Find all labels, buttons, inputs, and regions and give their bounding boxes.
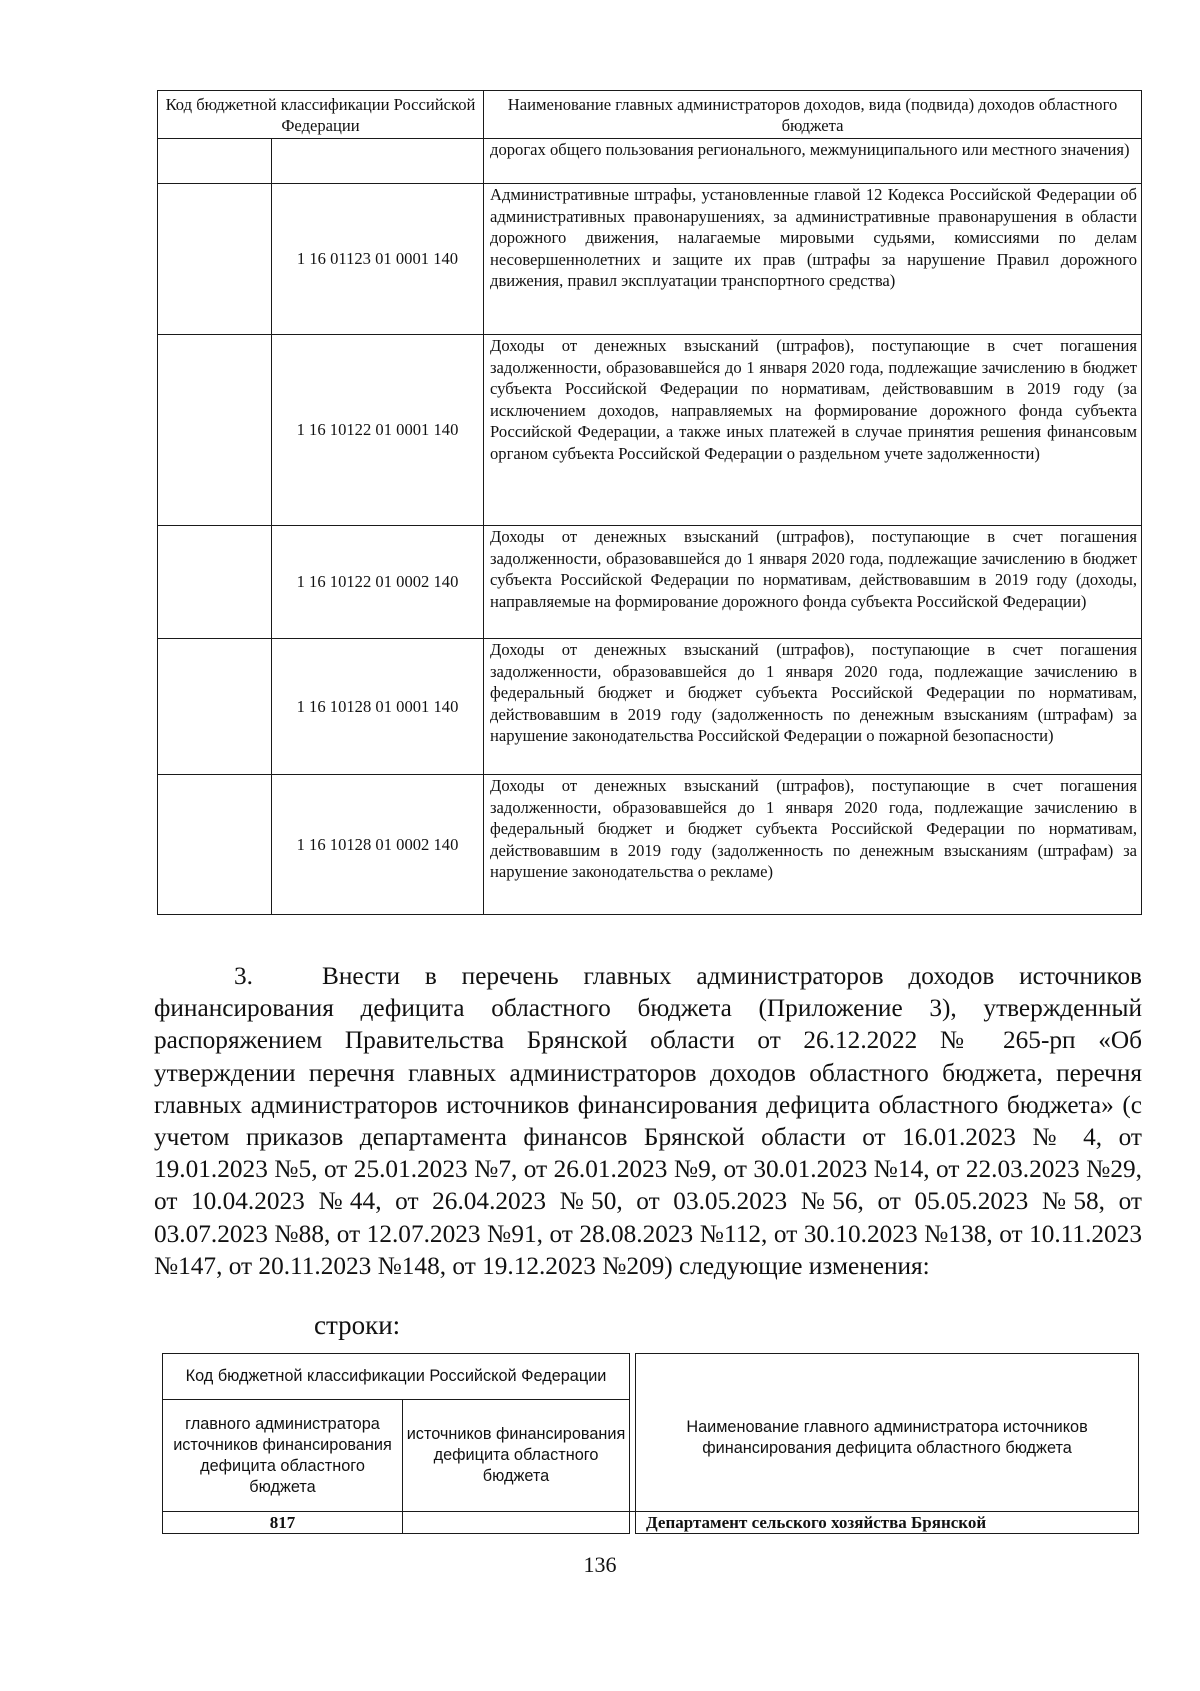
table-row: [163, 1512, 1139, 1534]
code-cell: 1 16 10128 01 0001 140: [272, 639, 484, 775]
paragraph-number: 3.: [234, 962, 253, 990]
description-cell: дорогах общего пользования регионального, межмуниципального или местного значения): [484, 139, 1142, 184]
table-header-row: [163, 1354, 1139, 1400]
sources-administrators-table: [162, 1353, 1139, 1534]
paragraph-text: Внести в перечень главных администраторов доходов источников финансирования дефицита областного бюджета (Приложение 3), утвержденный распоряжением Правительства Брянской области от 26.12.2022 № 265-рп «Об утверждении перечня главных администраторов доходов областного бюджета, перечня главных администраторов источников финансирования дефицита областного бюджета» (с учетом приказов департамента финансов Брянской области от 16.01.2023 № 4, от 19.01.2023 №5, от 25.01.2023 №7, от 26.01.2023 №9, от 30.01.2023 №14, от 22.03.2023 №29, от 10.04.2023 №44, от 26.04.2023 №50, от 03.05.2023 №56, от 05.05.2023 №58, от 03.07.2023 №88, от 12.07.2023 №91, от 28.08.2023 №112, от 30.10.2023 №138, от 10.11.2023 №147, от 20.11.2023 №148, от 19.12.2023 №209) следующие изменения:: [154, 962, 1142, 1280]
description-cell: Доходы от денежных взысканий (штрафов), поступающие в счет погашения задолженности, образовавшейся до 1 января 2020 года, подлежащие зачислению в федеральный бюджет и бюджет субъекта Российской Федерации по нормативам, действовавшим в 2019 году (задолженность по денежным взысканиям (штрафам) за нарушение законодательства Российской Федерации о пожарной безопасности): [484, 639, 1142, 775]
code-cell: 1 16 10128 01 0002 140: [272, 775, 484, 915]
blank-cell: [158, 184, 272, 335]
code-cell: 1 16 01123 01 0001 140: [272, 184, 484, 335]
blank-cell: [158, 639, 272, 775]
administrator-name-cell: Департамент сельского хозяйства Брянской: [636, 1512, 1139, 1534]
blank-cell: [158, 139, 272, 184]
sources-code-cell: [403, 1512, 630, 1534]
blank-cell: [158, 775, 272, 915]
revenue-administrators-table: [157, 90, 1142, 915]
table-row: [158, 526, 1142, 639]
admin-code-cell: 817: [163, 1512, 403, 1534]
description-cell: Административные штрафы, установленные главой 12 Кодекса Российской Федерации об административных правонарушениях, за административные правонарушения в области дорожного движения, налагаемые мировыми судьями, комиссиями по делам несовершеннолетних и защите их прав (штрафы за нарушение Правил дорожного движения, правил эксплуатации транспортного средства): [484, 184, 1142, 335]
header-name: Наименование главных администраторов доходов, вида (подвида) доходов областного бюджета: [484, 91, 1142, 139]
description-cell: Доходы от денежных взысканий (штрафов), поступающие в счет погашения задолженности, образовавшейся до 1 января 2020 года, подлежащие зачислению в бюджет субъекта Российской Федерации по нормативам, действовавшим в 2019 году (доходы, направляемые на формирование дорожного фонда субъекта Российской Федерации): [484, 526, 1142, 639]
header-name: Наименование главного администратора источников финансирования дефицита областного бюджета: [636, 1354, 1139, 1512]
table-row: [158, 335, 1142, 526]
table-row: [158, 139, 1142, 184]
header-code: Код бюджетной классификации Российской Федерации: [158, 91, 484, 139]
paragraph-3: [154, 960, 1142, 1282]
code-cell: [272, 139, 484, 184]
table-row: [158, 775, 1142, 915]
table-header-row: [158, 91, 1142, 139]
description-cell: Доходы от денежных взысканий (штрафов), поступающие в счет погашения задолженности, образовавшейся до 1 января 2020 года, подлежащие зачислению в федеральный бюджет и бюджет субъекта Российской Федерации по нормативам, действовавшим в 2019 году (задолженность по денежным взысканиям (штрафам) за нарушение законодательства о рекламе): [484, 775, 1142, 915]
page-number: 136: [583, 1552, 617, 1577]
description-cell: Доходы от денежных взысканий (штрафов), поступающие в счет погашения задолженности, образовавшейся до 1 января 2020 года, подлежащие зачислению в бюджет субъекта Российской Федерации по нормативам, действовавшим в 2019 году (за исключением доходов, направляемых на формирование дорожного фонда субъекта Российской Федерации, а также иных платежей в случае принятия решения финансовым органом субъекта Российской Федерации о раздельном учете задолженности): [484, 335, 1142, 526]
subheader-admin: главного администратора источников финансирования дефицита областного бюджета: [163, 1400, 403, 1512]
subheader-sources: источников финансирования дефицита областного бюджета: [403, 1400, 630, 1512]
header-code: Код бюджетной классификации Российской Федерации: [163, 1354, 630, 1400]
table-row: [158, 184, 1142, 335]
code-cell: 1 16 10122 01 0002 140: [272, 526, 484, 639]
blank-cell: [158, 335, 272, 526]
blank-cell: [158, 526, 272, 639]
code-cell: 1 16 10122 01 0001 140: [272, 335, 484, 526]
table-row: [158, 639, 1142, 775]
rows-label: строки:: [314, 1310, 401, 1340]
